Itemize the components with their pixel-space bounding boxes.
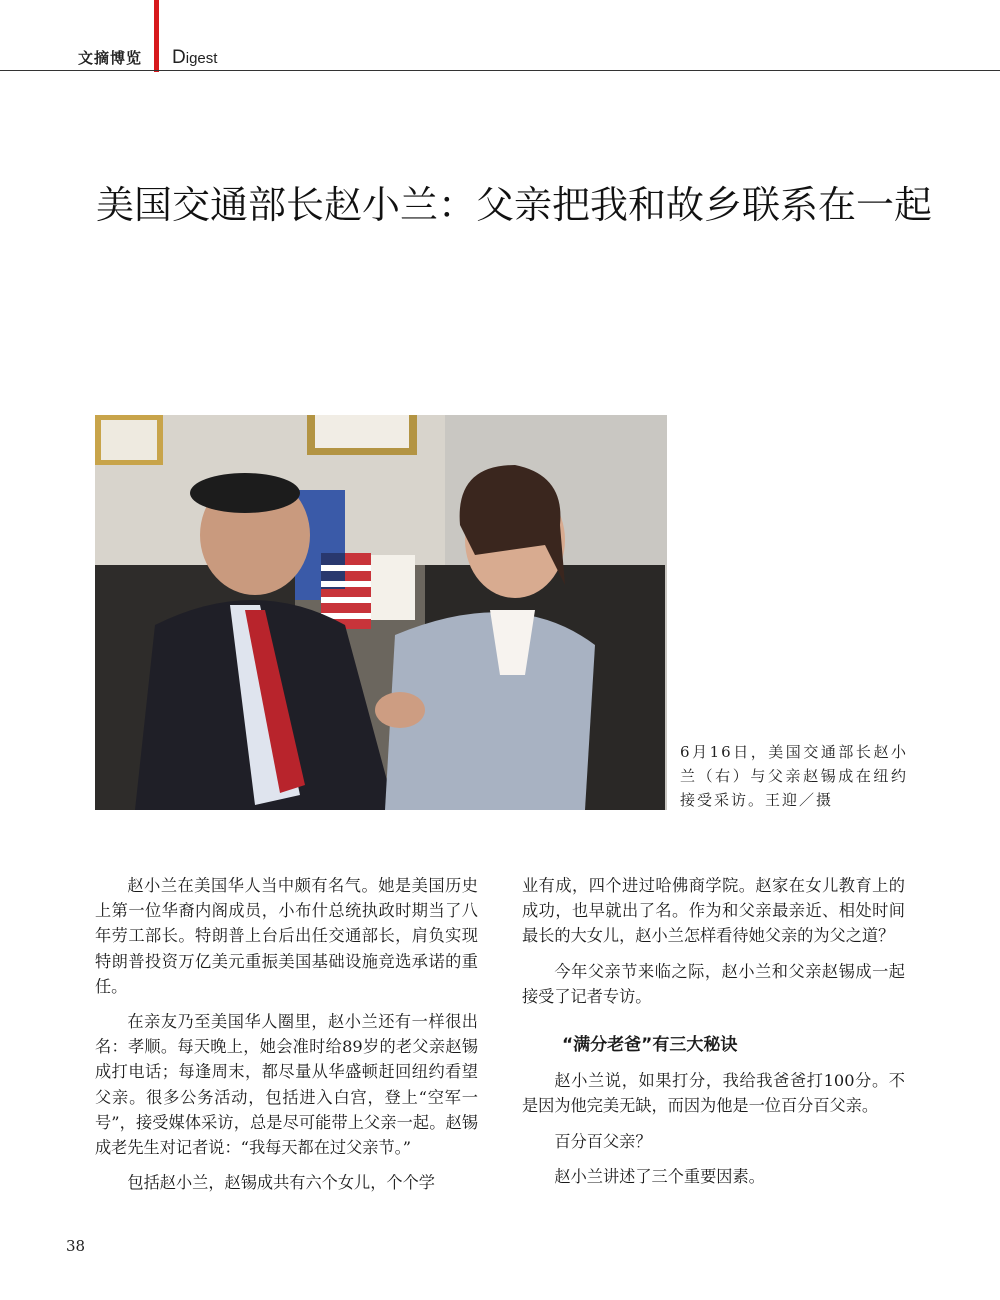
paragraph: 赵小兰说，如果打分，我给我爸爸打100分。不是因为他完美无缺，而因为他是一位百分百父亲。 bbox=[522, 1071, 905, 1116]
article-column-right bbox=[522, 873, 905, 1199]
section-label-en bbox=[172, 47, 217, 69]
paragraph: 今年父亲节来临之际，赵小兰和父亲赵锡成一起接受了记者专访。 bbox=[522, 961, 905, 1006]
header-accent-bar bbox=[154, 0, 159, 72]
paragraph: 在亲友乃至美国华人圈里，赵小兰还有一样很出名：孝顺。每天晚上，她会准时给89岁的老父亲赵锡成打电话；每逢周末，都尽量从华盛顿赶回纽约看望父亲。很多公务活动，包括进入白宫，登上“空军一号”，接受媒体采访，总是尽可能带上父亲一起。赵锡成老先生对记者说：“我每天都在过父亲节。” bbox=[95, 1012, 478, 1158]
paragraph: 业有成，四个进过哈佛商学院。赵家在女儿教育上的成功，也早就出了名。作为和父亲最亲近、相处时间最长的大女儿，赵小兰怎样看待她父亲的为父之道？ bbox=[522, 876, 905, 946]
section-label-en-initial: D bbox=[172, 47, 186, 68]
page-number: 38 bbox=[66, 1237, 86, 1255]
paragraph: 百分百父亲？ bbox=[554, 1131, 652, 1151]
header-rule bbox=[0, 70, 1000, 71]
article-title: 美国交通部长赵小兰：父亲把我和故乡联系在一起 bbox=[96, 183, 933, 227]
section-label-cn: 文摘博览 bbox=[78, 49, 143, 67]
article-photo bbox=[95, 415, 667, 810]
paragraph: 赵小兰在美国华人当中颇有名气。她是美国历史上第一位华裔内阁成员，小布什总统执政时期当了八年劳工部长。特朗普上台后出任交通部长，肩负实现特朗普投资万亿美元重振美国基础设施竞选承诺的重任。 bbox=[95, 876, 478, 996]
photo-illustration bbox=[95, 415, 667, 810]
section-label-en-rest: igest bbox=[185, 50, 218, 67]
article-column-left bbox=[95, 873, 478, 1205]
paragraph: 包括赵小兰，赵锡成共有六个女儿，个个学 bbox=[127, 1173, 435, 1193]
paragraph: 赵小兰讲述了三个重要因素。 bbox=[554, 1166, 765, 1186]
subheading: “满分老爸”有三大秘诀 bbox=[562, 1035, 738, 1056]
photo-caption: 6月16日，美国交通部长赵小兰（右）与父亲赵锡成在纽约接受采访。王迎／摄 bbox=[680, 743, 908, 809]
